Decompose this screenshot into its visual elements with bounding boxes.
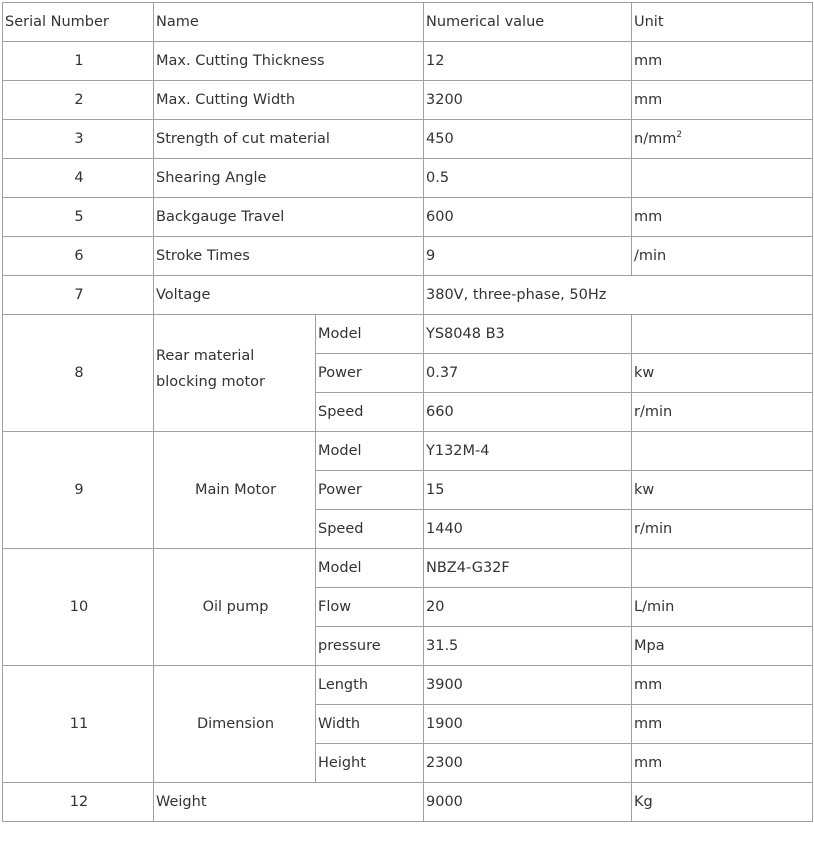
- row-name: Shearing Angle: [154, 159, 424, 198]
- row-value: 9000: [424, 783, 632, 822]
- sub-label: Length: [316, 666, 424, 705]
- sub-unit: Mpa: [632, 627, 813, 666]
- row-serial: 10: [3, 549, 154, 666]
- sub-label: Speed: [316, 393, 424, 432]
- group-name: Main Motor: [154, 432, 316, 549]
- sub-label: Speed: [316, 510, 424, 549]
- sub-value: 31.5: [424, 627, 632, 666]
- sub-unit: r/min: [632, 510, 813, 549]
- sub-unit: [632, 549, 813, 588]
- sub-value: 2300: [424, 744, 632, 783]
- row-unit: mm: [632, 42, 813, 81]
- sub-value: 0.37: [424, 354, 632, 393]
- row-serial: 2: [3, 81, 154, 120]
- row-serial: 4: [3, 159, 154, 198]
- sub-label: Flow: [316, 588, 424, 627]
- row-serial: 1: [3, 42, 154, 81]
- sub-value: NBZ4-G32F: [424, 549, 632, 588]
- header-row: [3, 3, 813, 42]
- unit-superscript: 2: [676, 130, 683, 141]
- unit-text: n/mm: [634, 131, 677, 147]
- sub-value: 3900: [424, 666, 632, 705]
- row-serial: 7: [3, 276, 154, 315]
- table-row: [3, 432, 813, 471]
- row-value: 9: [424, 237, 632, 276]
- sub-label: Height: [316, 744, 424, 783]
- row-name: Weight: [154, 783, 424, 822]
- sub-label: Power: [316, 471, 424, 510]
- group-name-line: blocking motor: [156, 373, 266, 390]
- header-value: Numerical value: [424, 3, 632, 42]
- row-serial: 3: [3, 120, 154, 159]
- row-value: 380V, three-phase, 50Hz: [424, 276, 813, 315]
- group-name-line: Rear material: [156, 347, 255, 364]
- header-unit: Unit: [632, 3, 813, 42]
- table-row: [3, 81, 813, 120]
- row-value: 12: [424, 42, 632, 81]
- sub-label: pressure: [316, 627, 424, 666]
- sub-label: Model: [316, 549, 424, 588]
- table-row: [3, 159, 813, 198]
- sub-unit: r/min: [632, 393, 813, 432]
- row-serial: 12: [3, 783, 154, 822]
- table-row: [3, 276, 813, 315]
- row-name: Max. Cutting Width: [154, 81, 424, 120]
- row-name: Backgauge Travel: [154, 198, 424, 237]
- spec-table: [2, 2, 813, 822]
- sub-unit: kw: [632, 471, 813, 510]
- sub-unit: kw: [632, 354, 813, 393]
- sub-unit: mm: [632, 666, 813, 705]
- sub-value: 1900: [424, 705, 632, 744]
- row-value: 3200: [424, 81, 632, 120]
- row-serial: 8: [3, 315, 154, 432]
- sub-unit: L/min: [632, 588, 813, 627]
- row-value: 450: [424, 120, 632, 159]
- row-name: Stroke Times: [154, 237, 424, 276]
- sub-unit: mm: [632, 744, 813, 783]
- sub-unit: [632, 315, 813, 354]
- table-row: [3, 549, 813, 588]
- row-name: Max. Cutting Thickness: [154, 42, 424, 81]
- row-unit: mm: [632, 198, 813, 237]
- sub-label: Model: [316, 432, 424, 471]
- row-unit: [632, 120, 813, 159]
- row-unit: mm: [632, 81, 813, 120]
- group-name: Dimension: [154, 666, 316, 783]
- sub-value: 1440: [424, 510, 632, 549]
- row-serial: 11: [3, 666, 154, 783]
- row-name: Voltage: [154, 276, 424, 315]
- row-unit: [632, 159, 813, 198]
- sub-unit: mm: [632, 705, 813, 744]
- sub-value: 15: [424, 471, 632, 510]
- header-serial: Serial Number: [3, 3, 154, 42]
- row-value: 0.5: [424, 159, 632, 198]
- table-row: [3, 120, 813, 159]
- table-row: [3, 42, 813, 81]
- header-name: Name: [154, 3, 424, 42]
- sub-value: 660: [424, 393, 632, 432]
- row-serial: 5: [3, 198, 154, 237]
- row-name: Strength of cut material: [154, 120, 424, 159]
- sub-value: 20: [424, 588, 632, 627]
- group-name: Oil pump: [154, 549, 316, 666]
- group-name: [154, 315, 316, 432]
- row-unit: /min: [632, 237, 813, 276]
- table-row: [3, 315, 813, 354]
- sub-value: Y132M-4: [424, 432, 632, 471]
- table-row: [3, 237, 813, 276]
- sub-value: YS8048 B3: [424, 315, 632, 354]
- row-value: 600: [424, 198, 632, 237]
- row-unit: Kg: [632, 783, 813, 822]
- table-row: [3, 198, 813, 237]
- table-row: [3, 783, 813, 822]
- row-serial: 6: [3, 237, 154, 276]
- sub-label: Width: [316, 705, 424, 744]
- sub-label: Power: [316, 354, 424, 393]
- sub-unit: [632, 432, 813, 471]
- table-row: [3, 666, 813, 705]
- sub-label: Model: [316, 315, 424, 354]
- row-serial: 9: [3, 432, 154, 549]
